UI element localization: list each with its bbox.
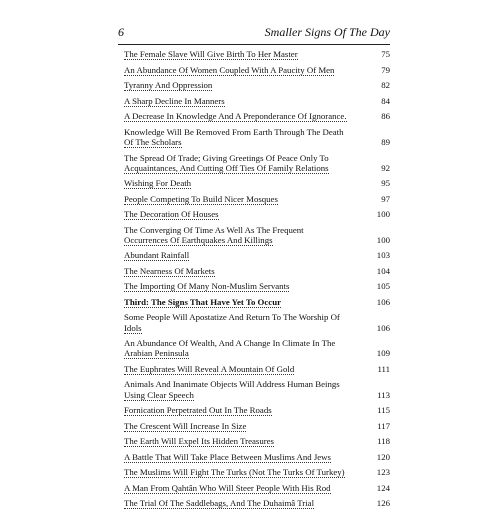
toc-entry <box>124 312 390 332</box>
toc-entry-title: Acquaintances, And Cutting Off Ties Of Family Relations <box>124 162 329 173</box>
toc-entry <box>124 338 390 358</box>
toc-entry <box>124 65 390 75</box>
toc-entry-title: Animals And Inanimate Objects Will Address Human Beings <box>124 379 340 390</box>
page-header <box>118 24 390 45</box>
toc-entry-page: 84 <box>381 95 390 106</box>
table-of-contents <box>124 44 390 508</box>
toc-entry-title: Third: The Signs That Have Yet To Occur <box>124 296 281 307</box>
toc-entry-page: 106 <box>376 322 390 333</box>
toc-entry <box>124 194 390 204</box>
toc-entry-page: 124 <box>376 482 390 493</box>
toc-entry-title: Using Clear Speech <box>124 389 194 400</box>
toc-entry-title: The Female Slave Will Give Birth To Her Master <box>124 49 298 60</box>
toc-entry-title: Fornication Perpetrated Out In The Roads <box>124 405 272 416</box>
toc-entry <box>124 153 390 173</box>
toc-entry <box>124 49 390 59</box>
toc-entry-title: The Earth Will Expel Its Hidden Treasures <box>124 436 274 447</box>
toc-entry-page: 97 <box>381 193 390 204</box>
toc-entry-page: 79 <box>381 64 390 75</box>
toc-entry-title: Occurrences Of Earthquakes And Killings <box>124 234 273 245</box>
toc-entry-page: 115 <box>377 405 390 416</box>
toc-entry <box>124 225 390 245</box>
toc-entry-title: Abundant Rainfall <box>124 250 190 261</box>
toc-entry-page: 95 <box>381 178 390 189</box>
running-title: Smaller Signs Of The Day <box>264 25 390 39</box>
toc-entry <box>124 111 390 121</box>
toc-entry <box>124 467 390 477</box>
toc-entry-title: A Battle That Will Take Place Between Muslims And Jews <box>124 451 331 462</box>
toc-entry-title: The Spread Of Trade; Giving Greetings Of Peace Only To <box>124 152 329 163</box>
toc-entry <box>124 297 390 307</box>
toc-entry-title: A Man From Qahtân Who Will Steer People With His Rod <box>124 482 331 493</box>
toc-entry-page: 111 <box>377 363 390 374</box>
toc-entry-page: 103 <box>376 250 390 261</box>
toc-entry-page: 109 <box>376 348 390 359</box>
toc-entry-title: Arabian Peninsula <box>124 348 189 359</box>
toc-entry-title: People Competing To Build Nicer Mosques <box>124 193 278 204</box>
toc-entry <box>124 452 390 462</box>
toc-entry <box>124 266 390 276</box>
toc-entry-page: 86 <box>381 111 390 122</box>
toc-entry-title: Some People Will Apostatize And Return To The Worship Of <box>124 312 340 323</box>
toc-entry <box>124 96 390 106</box>
toc-entry-page: 106 <box>376 296 390 307</box>
toc-entry-page: 117 <box>377 420 390 431</box>
toc-entry-title: Tyranny And Oppression <box>124 80 213 91</box>
toc-entry-title: The Muslims Will Fight The Turks (Not The Turks Of Turkey) <box>124 467 345 478</box>
toc-entry-title: Knowledge Will Be Removed From Earth Through The Death <box>124 126 344 137</box>
toc-entry-page: 105 <box>376 281 390 292</box>
toc-entry-page: 113 <box>377 389 390 400</box>
toc-entry <box>124 250 390 260</box>
toc-entry-title: An Abundance Of Women Coupled With A Paucity Of Men <box>124 64 335 75</box>
toc-entry <box>124 209 390 219</box>
toc-entry-title: The Converging Of Time As Well As The Frequent <box>124 224 304 235</box>
toc-entry <box>124 436 390 446</box>
toc-entry-page: 120 <box>376 451 390 462</box>
toc-entry-title: The Nearness Of Markets <box>124 265 215 276</box>
toc-entry <box>124 405 390 415</box>
toc-entry <box>124 281 390 291</box>
toc-entry <box>124 364 390 374</box>
toc-entry <box>124 483 390 493</box>
toc-entry-page: 118 <box>377 436 390 447</box>
toc-entry-title: A Sharp Decline In Manners <box>124 95 225 106</box>
toc-entry-page: 82 <box>381 80 390 91</box>
toc-entry <box>124 379 390 399</box>
toc-entry-title: An Abundance Of Wealth, And A Change In Climate In The <box>124 338 336 349</box>
toc-entry-page: 104 <box>376 265 390 276</box>
toc-entry-page: 89 <box>381 137 390 147</box>
toc-entry-title: The Decoration Of Houses <box>124 209 219 220</box>
toc-entry-page: 100 <box>376 234 390 245</box>
page-number: 6 <box>118 25 124 39</box>
toc-entry-page: 100 <box>376 209 390 220</box>
toc-entry-title: The Crescent Will Increase In Size <box>124 420 247 431</box>
toc-entry-page: 75 <box>381 49 390 60</box>
toc-entry-title: Idols <box>124 322 142 333</box>
toc-entry-title: The Euphrates Will Reveal A Mountain Of Gold <box>124 363 295 374</box>
toc-entry <box>124 80 390 90</box>
toc-entry <box>124 127 390 147</box>
toc-entry-page: 123 <box>376 467 390 478</box>
toc-entry-title: A Decrease In Knowledge And A Preponderance Of Ignorance. <box>124 111 347 122</box>
toc-entry-page: 92 <box>381 162 390 173</box>
toc-entry-title: The Importing Of Many Non-Muslim Servants <box>124 281 290 292</box>
toc-entry-title: The Trial Of The Saddlebags, And The Duhaimâ Trial <box>124 498 315 509</box>
toc-entry <box>124 421 390 431</box>
toc-entry <box>124 178 390 188</box>
toc-entry-page: 126 <box>376 498 390 509</box>
toc-entry-title: Of The Scholars <box>124 137 182 147</box>
toc-entry-title: Wishing For Death <box>124 178 192 189</box>
